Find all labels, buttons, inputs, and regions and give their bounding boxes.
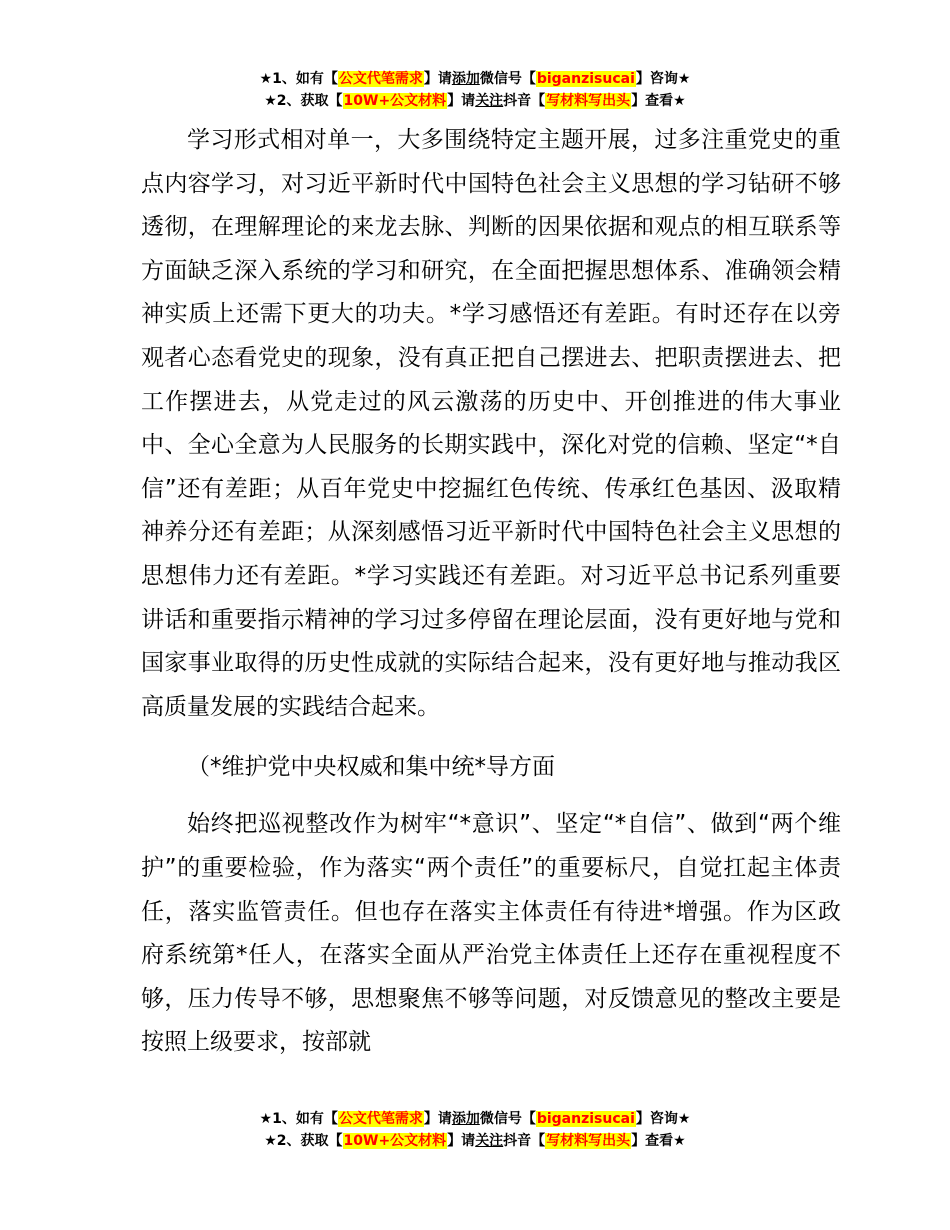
header-line-1-suffix: 】咨询★	[635, 71, 691, 87]
header-line-1	[0, 68, 950, 90]
header-line-1-prefix: ★1、如有【	[259, 71, 338, 87]
footer-line-2-highlight-douyin: 写材料写出头	[546, 1133, 631, 1149]
header-line-1-mid2: 微信号【	[479, 71, 536, 87]
header-line-1-mid: 】请	[423, 71, 452, 87]
body-paragraph-2: 始终把巡视整改作为树牢“*意识”、坚定“*自信”、做到“两个维护”的重要检验，作为落实“两个责任”的重要标尺，自觉扛起主体责任，落实监管责任。但也存在落实主体责任有待进*增强。作为区政府系统第*任人，在落实全面从严治党主体责任上还存在重视程度不够，压力传导不够，思想聚焦不够等问题，对反馈意见的整改主要是按照上级要求，按部就	[141, 811, 841, 1056]
header-line-2-underlined: 关注	[475, 93, 504, 109]
header-line-2	[0, 90, 950, 112]
footer-line-1-highlight-service: 公文代笔需求	[338, 1111, 423, 1127]
footer-line-1-underlined: 添加	[451, 1111, 480, 1127]
header-line-2-highlight-materials: 10W+公文材料	[343, 93, 447, 109]
section-heading: （*维护党中央权威和集中统*导方面	[187, 754, 555, 781]
header-banner	[0, 68, 950, 112]
footer-line-1-highlight-wechat: biganzisucai	[536, 1111, 635, 1127]
footer-line-2-mid: 】请	[447, 1133, 476, 1149]
footer-line-2-underlined: 关注	[475, 1133, 504, 1149]
header-line-2-suffix: 】查看★	[631, 93, 686, 109]
body-paragraph-1: 学习形式相对单一，大多围绕特定主题开展，过多注重党史的重点内容学习，对习近平新时代中国特色社会主义思想的学习钻研不够透彻，在理解理论的来龙去脉、判断的因果依据和观点的相互联系等方面缺乏深入系统的学习和研究，在全面把握思想体系、准确领会精神实质上还需下更大的功夫。*学习感悟还有差距。有时还存在以旁观者心态看党史的现象，没有真正把自己摆进去、把职责摆进去、把工作摆进去，从党走过的风云激荡的历史中、开创推进的伟大事业中、全心全意为人民服务的长期实践中，深化对党的信赖、坚定“*自信”还有差距；从百年党史中挖掘红色传统、传承红色基因、汲取精神养分还有差距；从深刻感悟习近平新时代中国特色社会主义思想的思想伟力还有差距。*学习实践还有差距。对习近平总书记系列重要讲话和重要指示精神的学习过多停留在理论层面，没有更好地与党和国家事业取得的历史性成就的实际结合起来，没有更好地与推动我区高质量发展的实践结合起来。	[141, 127, 841, 720]
footer-line-1-suffix: 】咨询★	[635, 1111, 691, 1127]
header-line-2-mid: 】请	[447, 93, 476, 109]
footer-line-2-mid2: 抖音【	[503, 1133, 546, 1149]
footer-line-2-suffix: 】查看★	[631, 1133, 686, 1149]
document-body	[141, 119, 841, 1065]
footer-line-2	[0, 1130, 950, 1152]
footer-line-1-prefix: ★1、如有【	[259, 1111, 338, 1127]
footer-line-2-highlight-materials: 10W+公文材料	[343, 1133, 447, 1149]
footer-line-1-mid: 】请	[423, 1111, 452, 1127]
header-line-1-highlight-wechat: biganzisucai	[536, 71, 635, 87]
header-line-1-underlined: 添加	[451, 71, 480, 87]
footer-banner	[0, 1108, 950, 1152]
footer-line-1-mid2: 微信号【	[479, 1111, 536, 1127]
header-line-2-mid2: 抖音【	[503, 93, 546, 109]
header-line-1-highlight-service: 公文代笔需求	[338, 71, 423, 87]
header-line-2-highlight-douyin: 写材料写出头	[546, 93, 631, 109]
footer-line-1	[0, 1108, 950, 1130]
header-line-2-prefix: ★2、获取【	[264, 93, 343, 109]
footer-line-2-prefix: ★2、获取【	[264, 1133, 343, 1149]
